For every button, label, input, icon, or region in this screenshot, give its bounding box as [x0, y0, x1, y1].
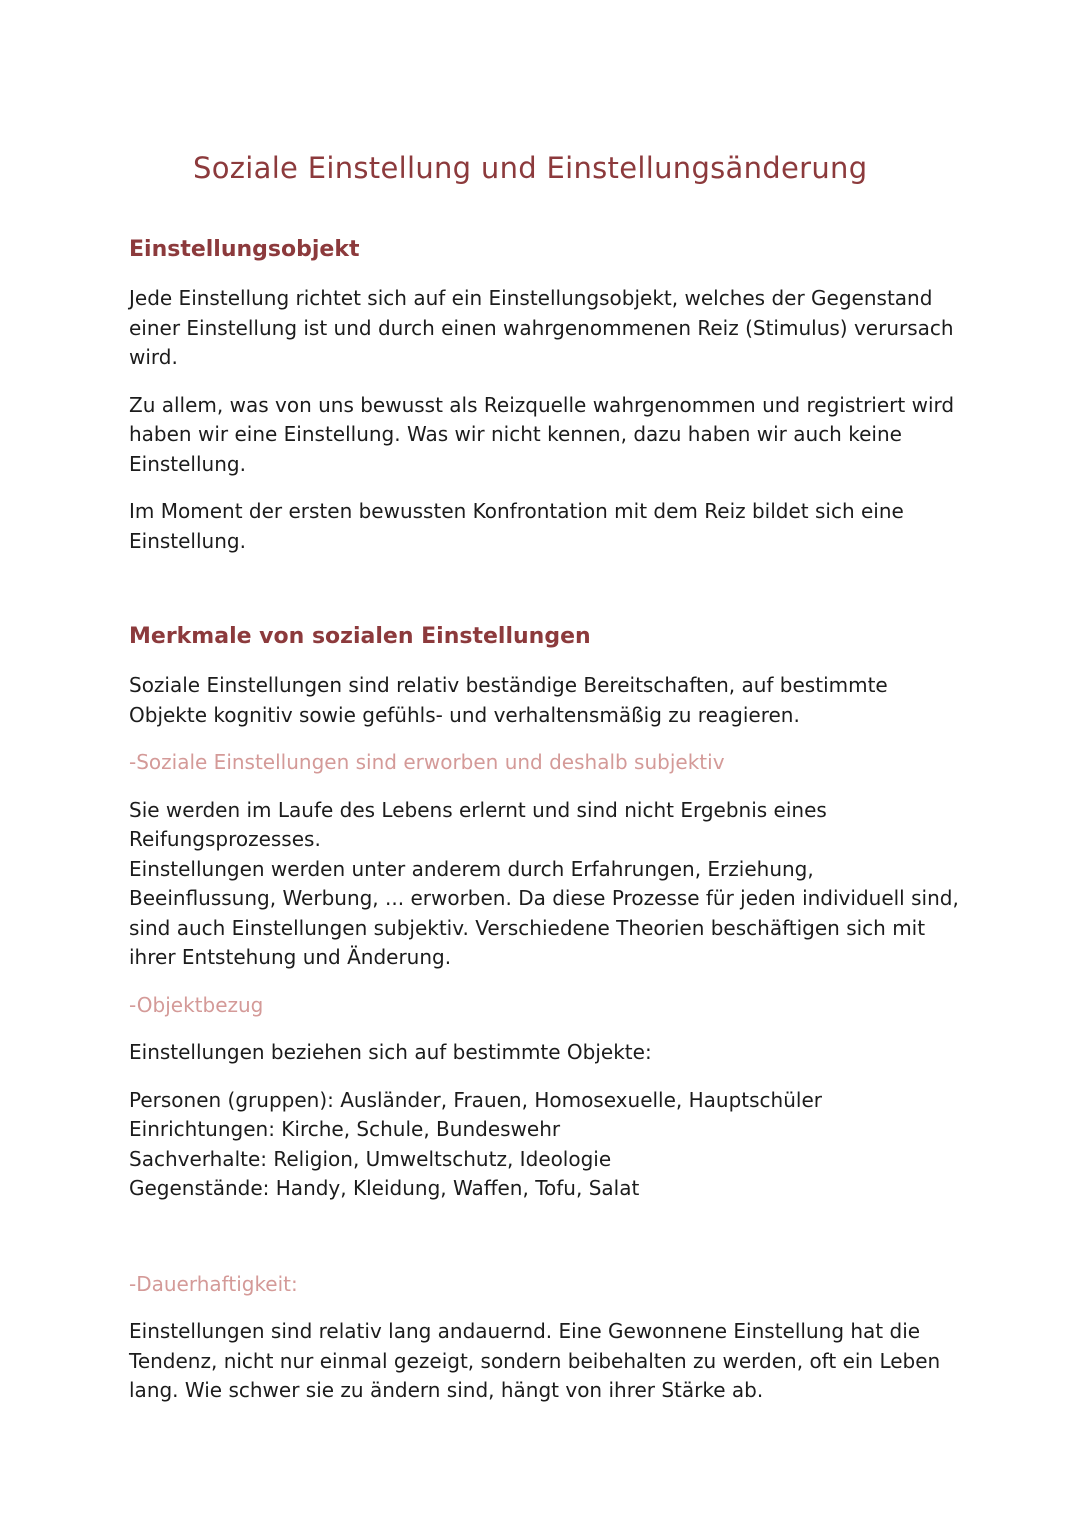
list-item: Gegenstände: Handy, Kleidung, Waffen, Tofu, Salat	[129, 1176, 640, 1200]
object-list	[129, 1086, 959, 1204]
list-item: Personen (gruppen): Ausländer, Frauen, Homosexuelle, Hauptschüler	[129, 1087, 822, 1112]
paragraph: Zu allem, was von uns bewusst als Reizquelle wahrgenommen und registriert wird haben wir eine Einstellung. Was wir nicht kennen, dazu haben wir auch keine Einstellung.	[129, 392, 955, 476]
spacer	[129, 574, 959, 621]
paragraph: Einstellungen sind relativ lang andauernd. Eine Gewonnene Einstellung hat die Tendenz, nicht nur einmal gezeigt, sondern beibehalten zu werden, oft ein Leben lang. Wie schwer sie zu ändern sind, hängt von ihrer Stärke ab.	[129, 1319, 941, 1402]
document-body	[129, 234, 959, 1424]
section-heading-einstellungsobjekt: Einstellungsobjekt	[129, 237, 360, 262]
paragraph: Einstellungen beziehen sich auf bestimmte Objekte:	[129, 1040, 652, 1064]
text-line: Sie werden im Laufe des Lebens erlernt und sind nicht Ergebnis eines Reifungsprozesses.	[129, 797, 827, 851]
paragraph: Im Moment der ersten bewussten Konfrontation mit dem Reiz bildet sich eine Einstellung.	[129, 499, 904, 553]
paragraph: Jede Einstellung richtet sich auf ein Einstellungsobjekt, welches der Gegenstand einer Einstellung ist und durch einen wahrgenommenen Reiz (Stimulus) verursach wird.	[129, 286, 954, 369]
section-heading-merkmale: Merkmale von sozialen Einstellungen	[129, 624, 591, 649]
text-line: Einstellungen werden unter anderem durch Erfahrungen, Erziehung, Beeinflussung, Werbung, ... erworben. Da diese Prozesse für jeden individuell sind, sind auch Einstellungen subjektiv. Verschiedene Theorien beschäftigen sich mit ihrer Entstehung und Änderung.	[129, 856, 959, 969]
subheading-erworben: -Soziale Einstellungen sind erworben und deshalb subjektiv	[129, 750, 725, 774]
list-item: Einrichtungen: Kirche, Schule, Bundeswehr	[129, 1117, 561, 1141]
list-item: Sachverhalte: Religion, Umweltschutz, Ideologie	[129, 1146, 612, 1171]
subheading-objektbezug: -Objektbezug	[129, 992, 264, 1017]
subheading-dauerhaftigkeit: -Dauerhaftigkeit:	[129, 1271, 298, 1296]
paragraph: Soziale Einstellungen sind relativ beständige Bereitschaften, auf bestimmte Objekte kognitiv sowie gefühls- und verhaltensmäßig zu reagieren.	[129, 673, 888, 727]
spacer	[129, 1222, 959, 1270]
document-title: Soziale Einstellung und Einstellungsänderung	[193, 151, 868, 185]
paragraph	[129, 796, 959, 973]
